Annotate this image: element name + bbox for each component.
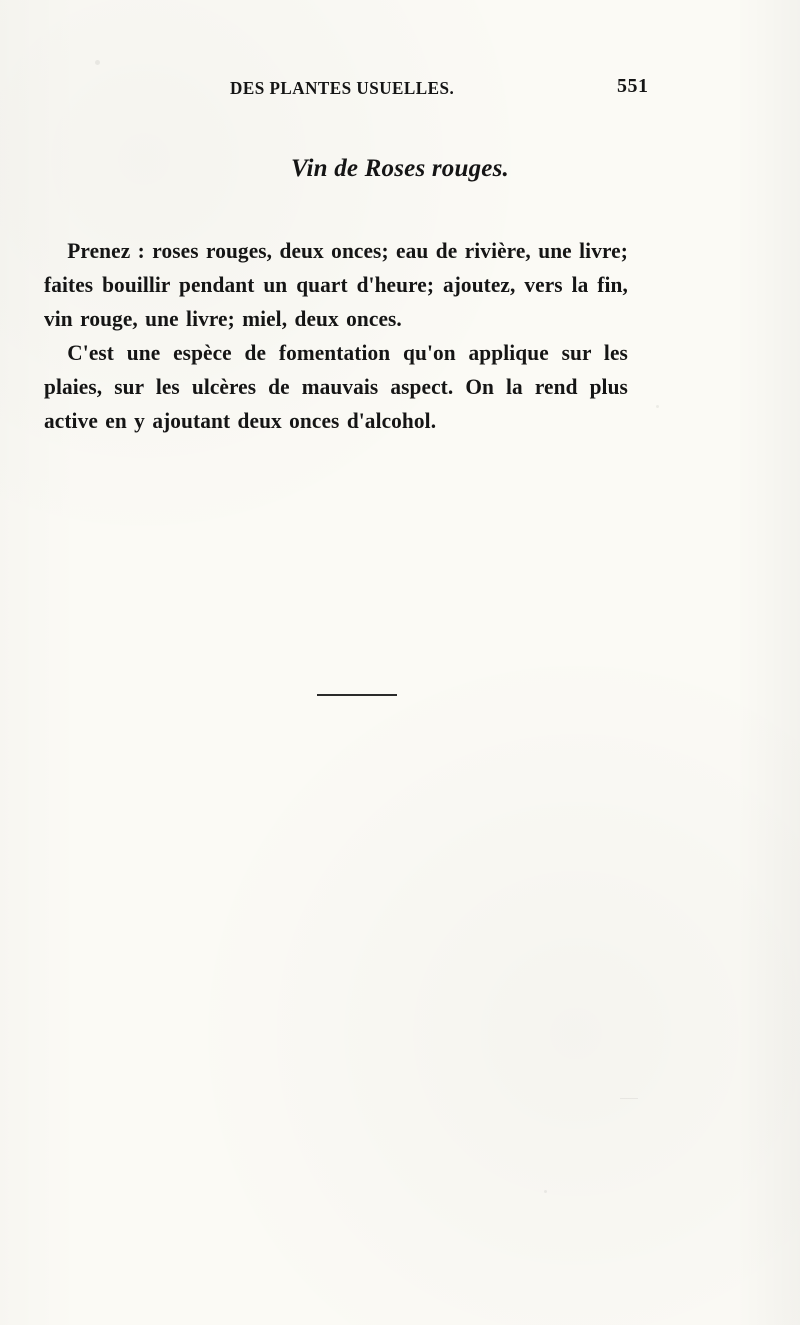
paper-speck bbox=[544, 1190, 547, 1193]
paper-speck bbox=[656, 405, 659, 408]
paragraph-2: C'est une espèce de fomentation qu'on applique sur les plaies, sur les ulcères de mauvais aspect. On la rend plus active en y ajoutant deux onces d'alcohol. bbox=[44, 340, 628, 433]
paper-speck bbox=[620, 1098, 638, 1099]
section-title: Vin de Roses rouges. bbox=[291, 155, 509, 182]
paper-speck bbox=[95, 60, 100, 65]
end-rule bbox=[317, 694, 397, 696]
paragraph-1: Prenez : roses rouges, deux onces; eau de rivière, une livre; faites bouillir pendant un quart d'heure; ajoutez, vers la fin, vin rouge, une livre; miel, deux onces. bbox=[44, 238, 628, 331]
running-head bbox=[0, 75, 800, 104]
running-title: DES PLANTES USUELLES. bbox=[230, 78, 455, 98]
page-number: 551 bbox=[617, 75, 649, 97]
